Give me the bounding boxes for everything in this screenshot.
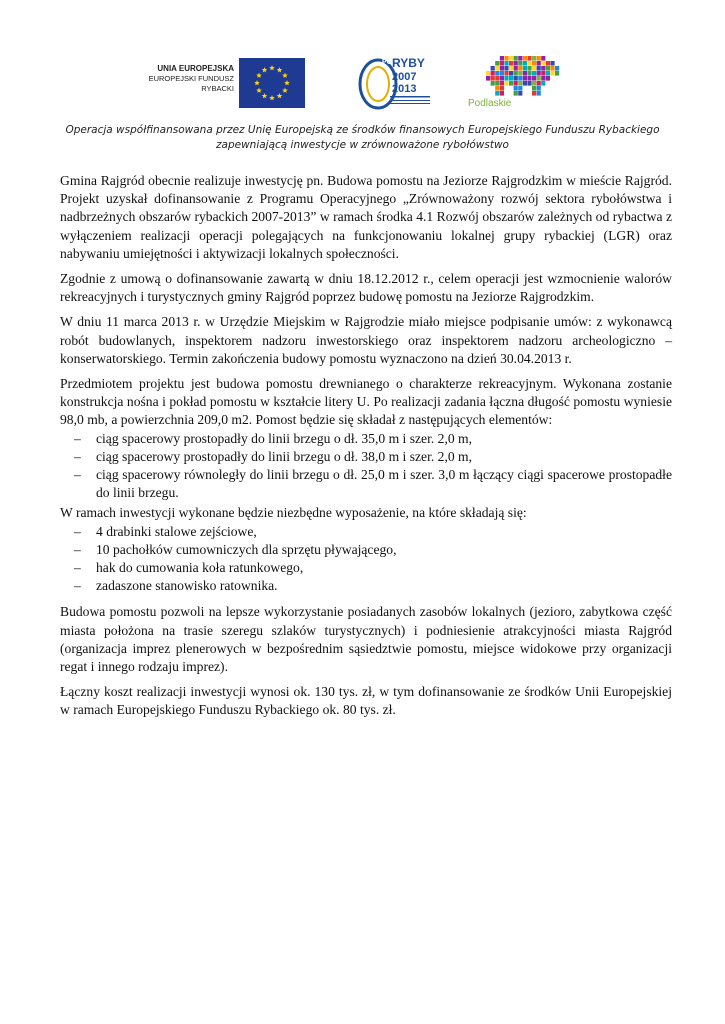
- bison-tile: [504, 76, 508, 81]
- bison-tile: [546, 71, 550, 76]
- eu-logo-line2: EUROPEJSKI FUNDUSZ: [148, 74, 234, 83]
- bison-tile: [518, 61, 522, 66]
- bison-tile: [537, 61, 541, 66]
- bison-tile: [514, 61, 518, 66]
- list-item: – ciąg spacerowy równoległy do linii brzegu o dł. 25,0 m i szer. 3,0 m łączący ciągi spacerowe prostopadłe do linii brzegu.: [74, 467, 672, 501]
- bison-tile: [537, 56, 541, 61]
- bison-tile: [509, 66, 513, 71]
- bison-tile: [523, 66, 527, 71]
- podlaskie-bison-icon: [466, 54, 566, 98]
- bison-tile: [514, 66, 518, 71]
- bison-tile: [495, 86, 499, 91]
- po-ryby-po: PO: [382, 59, 393, 66]
- subtitle-line1: Operacja współfinansowana przez Unię Europejską ze środków finansowych Europejskiego Funduszu Rybackiego: [65, 124, 660, 136]
- bison-tile: [532, 71, 536, 76]
- bison-tile: [500, 61, 504, 66]
- bison-tile: [514, 81, 518, 86]
- bison-tile: [500, 71, 504, 76]
- bison-tile: [514, 56, 518, 61]
- bison-tile: [514, 76, 518, 81]
- bison-tile: [509, 56, 513, 61]
- bison-tile: [518, 66, 522, 71]
- bison-tile: [546, 76, 550, 81]
- bison-tile: [546, 61, 550, 66]
- bison-tile: [504, 66, 508, 71]
- bison-tile: [523, 76, 527, 81]
- list-item: – 4 drabinki stalowe zejściowe,: [74, 523, 257, 539]
- bison-tile: [555, 71, 559, 76]
- bison-tile: [495, 76, 499, 81]
- paragraph-cost: Łączny koszt realizacji inwestycji wynosi ok. 130 tys. zł, w tym dofinansowanie ze środków Unii Europejskiej w ramach Europejskiego Funduszu Rybackiego ok. 80 tys. zł.: [60, 684, 672, 718]
- bison-tile: [537, 66, 541, 71]
- po-ryby-ryby: RYBY: [392, 56, 425, 70]
- bison-tile: [550, 61, 554, 66]
- pier-elements-list: [60, 430, 672, 503]
- paragraph-equipment: W ramach inwestycji wykonane będzie niezbędne wyposażenie, na które składają się:: [60, 505, 527, 521]
- paragraph-benefits: Budowa pomostu pozwoli na lepsze wykorzystanie posiadanych zasobów lokalnych (jezioro, zabytkowa część miasta położona na trasie szeregu szlaków turystycznych) i podniesienie atrakcyjności miasta Rajgród (organizacja imprez plenerowych w bezpośrednim sąsiedztwie pomostu, miejsce widokowe przy organizacji regat i innego rodzaju imprez).: [60, 604, 672, 675]
- eu-logo-text: [148, 64, 234, 94]
- list-item: – 10 pachołków cumowniczych dla sprzętu pływającego,: [74, 541, 397, 557]
- equipment-list: [60, 523, 672, 596]
- bison-tile: [518, 71, 522, 76]
- bison-tile: [527, 66, 531, 71]
- bison-tile: [537, 71, 541, 76]
- paragraph-agreement: Zgodnie z umową o dofinansowanie zawartą w dniu 18.12.2012 r., celem operacji jest wzmocnienie walorów rekreacyjnych i turystycznych gminy Rajgród poprzez budowę pomostu na Jeziorze Rajgrodzkim.: [60, 271, 672, 305]
- podlaskie-label: Podlaskie: [468, 98, 512, 109]
- paragraph-signing: W dniu 11 marca 2013 r. w Urzędzie Miejskim w Rajgrodzie miało miejsce podpisanie umów: z wykonawcą robót budowlanych, inspektorem nadzoru inwestorskiego oraz inspektorem nadzoru archeologiczno – konserwatorskiego. Termin zakończenia budowy pomostu wyznaczono na dzień 30.04.2013 r.: [60, 314, 672, 366]
- bison-tile: [527, 76, 531, 81]
- bison-tile: [491, 81, 495, 86]
- list-item: – ciąg spacerowy prostopadły do linii brzegu o dł. 35,0 m i szer. 2,0 m,: [74, 430, 473, 446]
- bison-tile: [514, 86, 518, 91]
- bison-tile: [532, 56, 536, 61]
- bison-tile: [550, 71, 554, 76]
- bison-tile: [495, 66, 499, 71]
- bison-tile: [495, 81, 499, 86]
- bison-tile: [491, 71, 495, 76]
- bison-tile: [541, 66, 545, 71]
- bison-tile: [500, 56, 504, 61]
- bison-tile: [523, 71, 527, 76]
- bison-tile: [527, 61, 531, 66]
- eu-flag-icon: [239, 58, 305, 108]
- bison-tile: [491, 76, 495, 81]
- bison-tile: [523, 56, 527, 61]
- bison-tile: [504, 81, 508, 86]
- bison-tile: [486, 71, 490, 76]
- document-body: [60, 172, 672, 727]
- bison-tile: [500, 81, 504, 86]
- bison-tile: [495, 61, 499, 66]
- bison-tile: [532, 76, 536, 81]
- eu-logo-line1: UNIA EUROPEJSKA: [157, 64, 234, 73]
- bison-tile: [495, 91, 499, 96]
- paragraph-intro: Gmina Rajgród obecnie realizuje inwestycję pn. Budowa pomostu na Jeziorze Rajgrodzkim w mieście Rajgród. Projekt uzyskał dofinansowanie z Programu Operacyjnego „Zrównoważony rozwój sektora rybołówstwa i nadbrzeżnych obszarów rybackich 2007-2013” w ramach środka 4.1 Rozwój obszarów zależnych od rybactwa z wyłączeniem realizacji operacji polegających na funkcjonowaniu lokalnej grupy rybackiej (LGR) oraz nabywaniu umiejętności i aktywizacji lokalnych społeczności.: [60, 173, 672, 261]
- bison-tile: [504, 61, 508, 66]
- subtitle-line2: zapewniającą inwestycje w zrównoważone rybołówstwo: [216, 139, 509, 151]
- bison-tile: [500, 91, 504, 96]
- bison-tile: [523, 81, 527, 86]
- paragraph-project: Przedmiotem projektu jest budowa pomostu drewnianego o charakterze rekreacyjnym. Wykonana zostanie konstrukcja nośna i pokład pomostu w kształcie litery U. Po realizacji zadania łączna długość pomostu wyniesie 98,0 mb, a powierzchnia 209,0 m2. Pomost będzie się składał z następujących elementów:: [60, 376, 672, 428]
- bison-tile: [486, 76, 490, 81]
- bison-tile: [532, 91, 536, 96]
- bison-tile: [537, 91, 541, 96]
- bison-tile: [555, 66, 559, 71]
- bison-tile: [504, 71, 508, 76]
- bison-tile: [500, 76, 504, 81]
- bison-tile: [541, 61, 545, 66]
- eu-logo-line3: RYBACKI: [201, 84, 234, 93]
- po-ryby-years2: 2013: [392, 83, 417, 95]
- bison-tile: [491, 66, 495, 71]
- bison-tile: [546, 66, 550, 71]
- logo-bar: [0, 54, 725, 114]
- bison-tile: [500, 66, 504, 71]
- bison-tile: [518, 81, 522, 86]
- bison-tile: [504, 56, 508, 61]
- bison-tile: [532, 66, 536, 71]
- bison-tile: [527, 56, 531, 61]
- bison-tile: [541, 76, 545, 81]
- bison-tile: [509, 76, 513, 81]
- bison-tile: [532, 86, 536, 91]
- bison-tile: [537, 86, 541, 91]
- list-item: – hak do cumowania koła ratunkowego,: [74, 560, 304, 576]
- bison-tile: [541, 56, 545, 61]
- bison-tile: [509, 61, 513, 66]
- list-item: – ciąg spacerowy prostopadły do linii brzegu o dł. 38,0 m i szer. 2,0 m,: [74, 448, 473, 464]
- bison-tile: [537, 81, 541, 86]
- bison-tile: [541, 81, 545, 86]
- bison-tile: [514, 71, 518, 76]
- po-ryby-logo: [356, 54, 434, 112]
- po-ryby-years1: 2007: [392, 71, 417, 83]
- list-item: – zadaszone stanowisko ratownika.: [74, 578, 278, 594]
- bison-tile: [509, 71, 513, 76]
- bison-tile: [532, 61, 536, 66]
- bison-tile: [527, 81, 531, 86]
- operation-subtitle: [60, 123, 665, 153]
- bison-tile: [500, 86, 504, 91]
- bison-tile: [518, 76, 522, 81]
- bison-tile: [518, 91, 522, 96]
- bison-tile: [518, 86, 522, 91]
- bison-tile: [537, 76, 541, 81]
- bison-tile: [514, 91, 518, 96]
- bison-tile: [541, 71, 545, 76]
- bison-tile: [550, 66, 554, 71]
- bison-tile: [518, 56, 522, 61]
- bison-tile: [495, 71, 499, 76]
- bison-tile: [523, 61, 527, 66]
- podlaskie-logo: [466, 54, 566, 112]
- bison-tile: [509, 81, 513, 86]
- bison-tile: [532, 81, 536, 86]
- bison-tile: [527, 71, 531, 76]
